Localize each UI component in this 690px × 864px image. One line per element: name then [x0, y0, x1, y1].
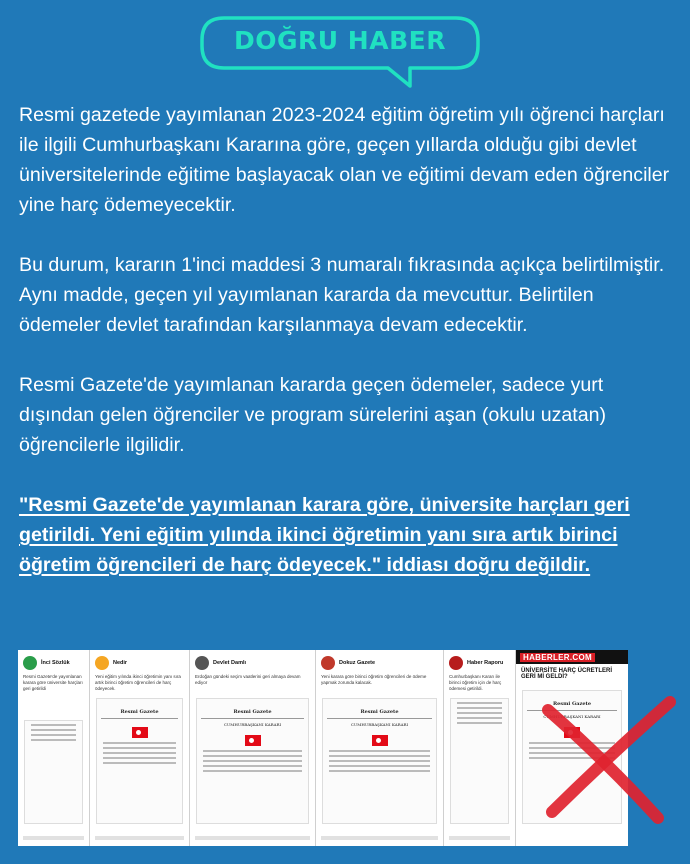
gazette-document [24, 720, 83, 824]
gazette-header: Resmi Gazete [120, 709, 159, 715]
tweet-card [90, 650, 190, 846]
account-name: Dokuz Gazete [339, 659, 376, 666]
account-name: Nedir [113, 659, 128, 666]
tweet-text: Yeni eğitim yılında ikinci öğretimin yanı sıra artık birinci öğretim öğrencileri de harç ödeyecek. [95, 674, 181, 691]
gazette-document [450, 698, 509, 824]
gazette-header: Resmi Gazete [552, 701, 592, 707]
paragraph-2: Bu durum, kararın 1'inci maddesi 3 numaralı fıkrasında açıkça belirtilmiştir. Aynı madde, geçen yıl yayımlanan kararda da mevcuttur. Belirtilen ödemeler devlet tarafından karşılanmaya devam edecektir. [19, 254, 665, 336]
decree-title: CUMHURBAŞKANI KARARI [350, 722, 409, 727]
paragraph-1: Resmi gazetede yayımlanan 2023-2024 eğitim öğretim yılı öğrenci harçları ile ilgili Cumhurbaşkanı Kararına göre, geçen yıllarda olduğu gibi devlet üniversitelerinde eğitime başlayacak olan ve eğitimi devam eden öğrenciler yine harç ödemeyecektir. [19, 104, 670, 216]
gazette-document [96, 698, 183, 824]
gazette-header: Resmi Gazete [360, 709, 399, 715]
tweet-card [18, 650, 90, 846]
turkish-flag-icon [372, 735, 388, 746]
gazette-document [196, 698, 309, 824]
tweet-card [444, 650, 516, 846]
red-cross-icon [530, 680, 680, 830]
gazette-document [322, 698, 437, 824]
account-name: İnci Sözlük [41, 659, 70, 666]
paragraph-3: Resmi Gazete'de yayımlanan kararda geçen ödemeler, sadece yurt dışından gelen öğrenciler ve program sürelerini aşan (okulu uzatan) öğrencilerle ilgilidir. [19, 374, 607, 456]
avatar [95, 656, 109, 670]
tweet-card [190, 650, 316, 846]
avatar [449, 656, 463, 670]
article-body [19, 100, 679, 580]
account-name: Haber Raporu [467, 659, 504, 666]
avatar [23, 656, 37, 670]
tweet-text: Cumhurbaşkanı Kararı ile birinci öğretim için de harç ödemesi getirildi. [449, 674, 502, 691]
claim-verdict: "Resmi Gazete'de yayımlanan karara göre, üniversite harçları geri getirildi. Yeni eğitim yılında ikinci öğretimin yanı sıra artık birinci öğretim öğrencileri de harç ödeyecek." iddiası doğru değildir. [19, 494, 630, 576]
account-name: Devlet Damlı [213, 659, 247, 666]
haberler-headline: ÜNİVERSİTE HARÇ ÜCRETLERİ GERİ Mİ GELDİ? [521, 668, 613, 680]
dogru-haber-badge [198, 12, 494, 90]
tweet-text: Erdoğan gündeki seçim vaatlerini geri almaya devam ediyor [195, 674, 301, 685]
badge-label: DOĞRU HABER [234, 26, 446, 55]
haberler-logo: HABERLER.COM [520, 653, 595, 662]
turkish-flag-icon [245, 735, 261, 746]
decree-title: CUMHURBAŞKANI KARARI [223, 722, 282, 727]
decree-title: CUMHURBAŞKANI KARARI [543, 714, 601, 719]
gazette-header: Resmi Gazete [233, 709, 272, 715]
avatar [321, 656, 335, 670]
tweet-text: Yeni karara göre birinci öğretim öğrencileri de ödeme yapmak zorunda kalacak. [321, 674, 427, 685]
tweet-text: Resmi Gazete'de yayımlanan karara göre üniversite harçları geri getirildi [23, 674, 83, 691]
avatar [195, 656, 209, 670]
turkish-flag-icon [132, 727, 148, 738]
tweet-card [316, 650, 444, 846]
